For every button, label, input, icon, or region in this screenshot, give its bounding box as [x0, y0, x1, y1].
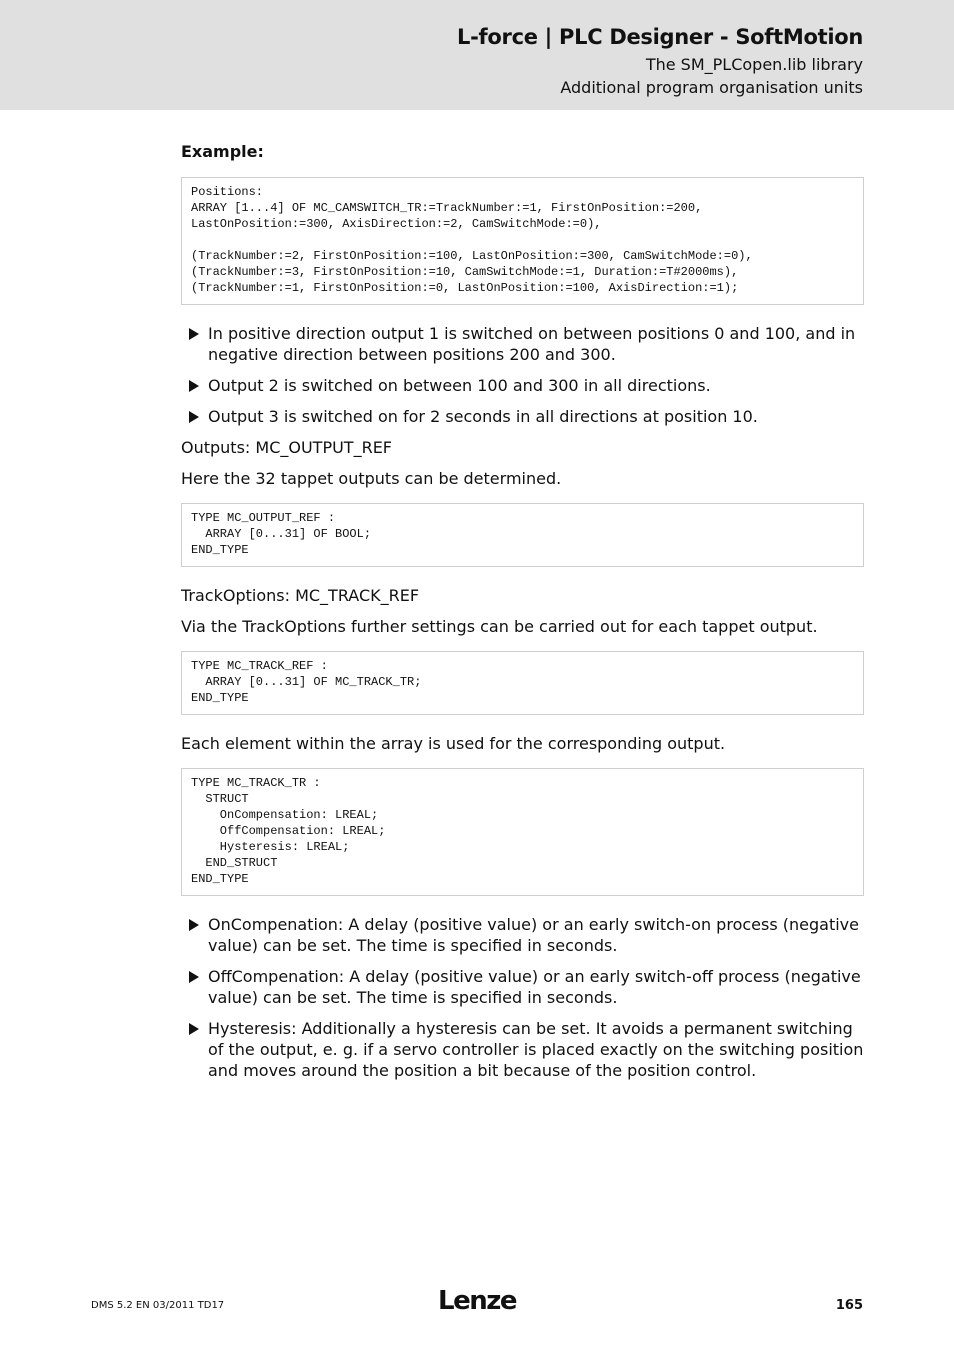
code-block-example — [181, 177, 864, 305]
list-item — [181, 1018, 864, 1081]
main-content — [181, 142, 864, 1091]
bullet-list-positions — [181, 323, 864, 427]
code-block-track-ref — [181, 651, 864, 715]
triangle-bullet-icon — [189, 1023, 199, 1035]
triangle-bullet-icon — [189, 971, 199, 983]
lenze-logo: Lenze — [438, 1286, 516, 1316]
code-block-output-ref — [181, 503, 864, 567]
element-description: Each element within the array is used for the corresponding output. — [181, 734, 726, 753]
header-subtitle-section: Additional program organisation units — [560, 78, 863, 97]
list-item-text: Output 3 is switched on for 2 seconds in all directions at position 10. — [208, 407, 758, 426]
bullet-list-compensation — [181, 914, 864, 1081]
header-subtitle-library: The SM_PLCopen.lib library — [645, 55, 863, 74]
list-item — [181, 323, 864, 365]
list-item-text: Hysteresis: Additionally a hysteresis can be set. It avoids a permanent switching of the output, e. g. if a servo controller is placed exactly on the switching position and moves around the position a bit because of the position control. — [208, 1019, 864, 1080]
triangle-bullet-icon — [189, 411, 199, 423]
list-item — [181, 914, 864, 956]
list-item-text: OnCompenation: A delay (positive value) or an early switch-on process (negative value) can be set. The time is specified in seconds. — [208, 915, 859, 955]
triangle-bullet-icon — [189, 919, 199, 931]
trackoptions-description: Via the TrackOptions further settings can be carried out for each tappet output. — [181, 617, 818, 636]
header-title: L-force | PLC Designer - SoftMotion — [457, 25, 863, 49]
code-text-example: Positions: ARRAY [1...4] OF MC_CAMSWITCH_TR:=TrackNumber:=1, FirstOnPosition:=200, LastOnPosition:=300, AxisDirection:=2, CamSwitchMode:=0), (TrackNumber:=2, FirstOnPosition:=100, LastOnPosition:=300, CamSwitchMode:=0), (TrackNumber:=3, FirstOnPosition:=10, CamSwitchMode:=1, Duration:=T#2000ms), (TrackNumber:=1, FirstOnPosition:=0, LastOnPosition:=100, AxisDirection:=1); — [191, 185, 753, 295]
triangle-bullet-icon — [189, 328, 199, 340]
code-text-track-tr: TYPE MC_TRACK_TR : STRUCT OnCompensation: LREAL; OffCompensation: LREAL; Hysteresis: LREAL; END_STRUCT END_TYPE — [191, 776, 386, 886]
outputs-heading: Outputs: MC_OUTPUT_REF — [181, 438, 393, 457]
outputs-description: Here the 32 tappet outputs can be determined. — [181, 469, 562, 488]
page-number: 165 — [835, 1298, 863, 1313]
trackoptions-heading: TrackOptions: MC_TRACK_REF — [181, 586, 420, 605]
list-item-text: OffCompenation: A delay (positive value) or an early switch-off process (negative value) can be set. The time is specified in seconds. — [208, 967, 861, 1007]
example-label: Example: — [181, 142, 264, 161]
code-text-output-ref: TYPE MC_OUTPUT_REF : ARRAY [0...31] OF BOOL; END_TYPE — [191, 511, 372, 557]
list-item — [181, 406, 864, 427]
triangle-bullet-icon — [189, 380, 199, 392]
footer-doc-id: DMS 5.2 EN 03/2011 TD17 — [91, 1300, 225, 1311]
code-text-track-ref: TYPE MC_TRACK_REF : ARRAY [0...31] OF MC_TRACK_TR; END_TYPE — [191, 659, 422, 705]
list-item — [181, 375, 864, 396]
list-item — [181, 966, 864, 1008]
list-item-text: Output 2 is switched on between 100 and 300 in all directions. — [208, 376, 711, 395]
code-block-track-tr — [181, 768, 864, 896]
list-item-text: In positive direction output 1 is switched on between positions 0 and 100, and in negative direction between positions 200 and 300. — [208, 324, 856, 364]
page-header — [0, 0, 954, 110]
